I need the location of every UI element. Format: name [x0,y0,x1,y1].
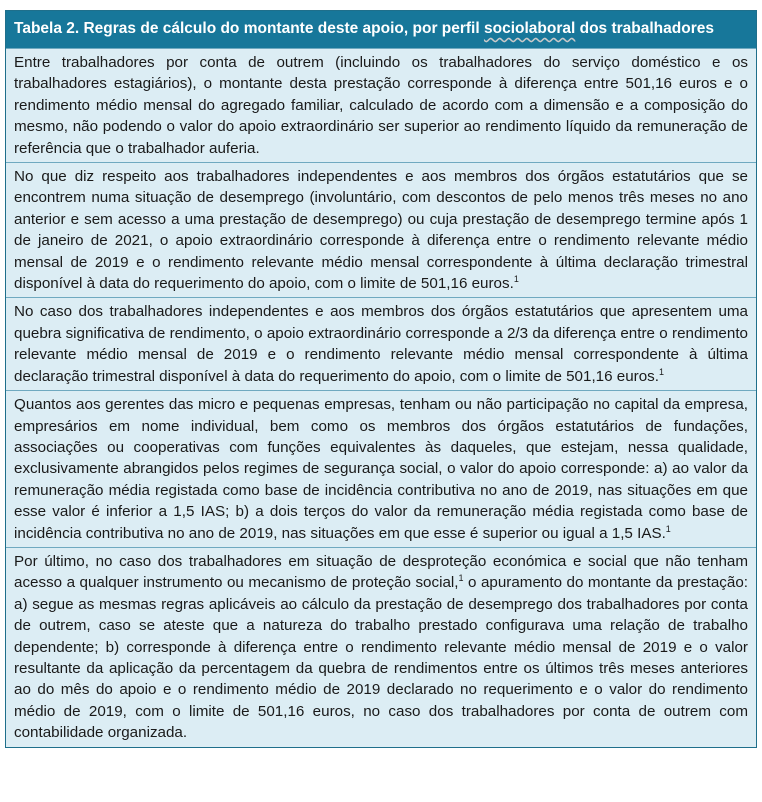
row-text: Entre trabalhadores por conta de outrem (incluindo os trabalhadores do serviço doméstico e os trabalhadores estagiários), o montante desta prestação corresponde à diferença entre 501,16 euros e o rendimento médio mensal do agregado familiar, calculado de acordo com a dimensão e a composição do mesmo, não podendo o valor do apoio extraordinário ser superior ao rendimento líquido da remuneração de referência que o trabalhador auferia. [14,54,748,157]
footnote-marker: 1 [458,573,464,584]
table-title [6,11,756,48]
footnote-marker: 1 [513,274,519,285]
footnote-marker: 1 [659,366,665,377]
rules-table [5,10,757,748]
spellcheck-marked-word: sociolaboral [483,20,576,37]
row-text: No caso dos trabalhadores independentes e aos membros dos órgãos estatutários que apresentem uma quebra significativa de rendimento, o apoio extraordinário corresponde a 2/3 da diferença entre o rendimento relevante médio mensal de 2019 e o rendimento relevante médio mensal correspondente à última declaração trimestral disponível à data do requerimento do apoio, com o limite de 501,16 euros. [14,303,748,385]
row-text-continued: o apuramento do montante da prestação: a) segue as mesmas regras aplicáveis ao cálculo da prestação de desemprego dos trabalhadores por conta de outrem, caso se ateste que a natureza do trabalho prestado configurava uma relação de trabalho dependente; b) corresponde à diferença entre o rendimento relevante médio mensal de 2019 e o valor resultante da aplicação da percentagem da quebra de rendimentos entre os últimos três meses anteriores ao do mês do apoio e o rendimento médio de 2019 declarado no requerimento e o valor do rendimento médio de 2019, com o limite de 501,16 euros, no caso dos trabalhadores por conta de outrem com contabilidade organizada. [14,574,748,742]
table-row [6,547,756,747]
table-title-end: dos trabalhadores [575,20,714,37]
footnote-marker: 1 [665,523,671,534]
table-row [6,390,756,547]
table-title-main: Tabela 2. Regras de cálculo do montante deste apoio, por perfil [14,20,484,37]
table-row [6,162,756,297]
row-text: Quantos aos gerentes das micro e pequenas empresas, tenham ou não participação no capital da empresa, empresários em nome individual, bem como os membros dos órgãos estatutários de fundações, associações ou cooperativas com funções equivalentes às daqueles, que estejam, nessa qualidade, exclusivamente abrangidos pelos regimes de segurança social, o valor do apoio corresponde: a) ao valor da remuneração média registada como base de incidência contributiva no ano de 2019, nas situações em que esse valor é inferior a 1,5 IAS; b) a dois terços do valor da remuneração média registada como base de incidência contributiva no ano de 2019, nas situações em que esse é superior ou igual a 1,5 IAS. [14,396,748,542]
row-text: Por último, no caso dos trabalhadores em situação de desproteção económica e social que não tenham acesso a qualquer instrumento ou mecanismo de proteção social, [14,552,748,592]
row-text: No que diz respeito aos trabalhadores independentes e aos membros dos órgãos estatutários que se encontrem numa situação de desemprego (involuntário, com descontos de pelo menos três meses no ano anterior e sem acesso a uma prestação de desemprego) ou cuja prestação de desemprego termine após 1 de janeiro de 2021, o apoio extraordinário corresponde à diferença entre o rendimento relevante médio mensal de 2019 e o rendimento relevante médio mensal correspondente à última declaração trimestral disponível à data do requerimento do apoio, com o limite de 501,16 euros. [14,168,748,293]
table-row [6,297,756,390]
table-row [6,48,756,162]
